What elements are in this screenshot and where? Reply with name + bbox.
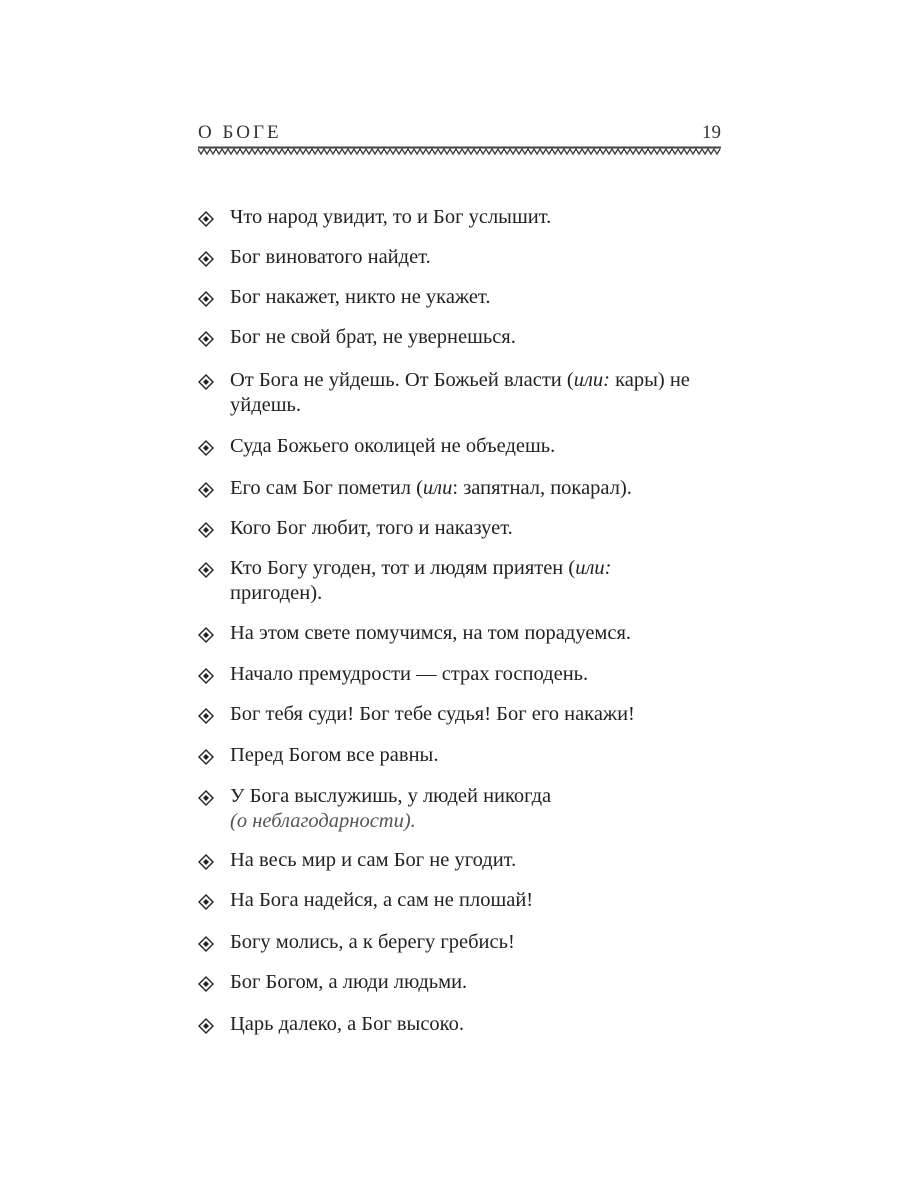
diamond-bullet-icon xyxy=(198,482,214,498)
proverb-text: На весь мир и сам Бог не угодит. xyxy=(230,849,517,871)
proverb-text: У Бога выслужишь, у людей никогда (о неблагодарности). xyxy=(230,785,552,832)
proverb-text: Его сам Бог пометил (или: запятнал, покарал). xyxy=(230,477,632,499)
page-number: 19 xyxy=(702,122,721,143)
proverb-text: Царь далеко, а Бог высоко. xyxy=(230,1013,464,1035)
proverb-text: Начало премудрости — страх господень. xyxy=(230,663,589,685)
variant-note: или: xyxy=(575,557,612,579)
chapter-title: О БОГЕ xyxy=(198,122,282,143)
diamond-bullet-icon xyxy=(198,211,214,227)
diamond-bullet-icon xyxy=(198,790,214,806)
diamond-bullet-icon xyxy=(198,708,214,724)
usage-note: (о неблагодарности). xyxy=(230,810,416,832)
diamond-bullet-icon xyxy=(198,976,214,992)
proverb-text: На этом свете помучимся, на том порадуемся. xyxy=(230,622,632,644)
proverb-text: На Бога надейся, а сам не плошай! xyxy=(230,889,534,911)
proverb-text: Бог виноватого найдет. xyxy=(230,246,431,268)
proverb-text: Бог Богом, а люди людьми. xyxy=(230,971,468,993)
proverb-text: От Бога не уйдешь. От Божьей власти (или: кары) не уйдешь. xyxy=(230,369,690,416)
diamond-bullet-icon xyxy=(198,627,214,643)
proverb-text: Кто Богу угоден, тот и людям приятен (или: пригоден). xyxy=(230,557,612,604)
proverb-text: Богу молись, а к берегу гребись! xyxy=(230,931,515,953)
diamond-bullet-icon xyxy=(198,854,214,870)
proverb-text: Бог тебя суди! Бог тебе судья! Бог его накажи! xyxy=(230,703,635,725)
diamond-bullet-icon xyxy=(198,331,214,347)
proverb-text: Суда Божьего околицей не объедешь. xyxy=(230,435,556,457)
variant-note: или xyxy=(422,477,453,499)
diamond-bullet-icon xyxy=(198,936,214,952)
proverb-text: Бог накажет, никто не укажет. xyxy=(230,286,491,308)
diamond-bullet-icon xyxy=(198,1018,214,1034)
diamond-bullet-icon xyxy=(198,749,214,765)
diamond-bullet-icon xyxy=(198,440,214,456)
diamond-bullet-icon xyxy=(198,562,214,578)
proverb-text: Бог не свой брат, не увернешься. xyxy=(230,326,516,348)
variant-note: или: xyxy=(573,369,610,391)
diamond-bullet-icon xyxy=(198,522,214,538)
header-ornament-border xyxy=(198,146,721,156)
diamond-bullet-icon xyxy=(198,894,214,910)
proverb-text: Что народ увидит, то и Бог услышит. xyxy=(230,206,552,228)
diamond-bullet-icon xyxy=(198,251,214,267)
running-header xyxy=(198,122,721,146)
diamond-bullet-icon xyxy=(198,291,214,307)
diamond-bullet-icon xyxy=(198,668,214,684)
proverb-text: Перед Богом все равны. xyxy=(230,744,439,766)
proverb-text: Кого Бог любит, того и наказует. xyxy=(230,517,513,539)
diamond-bullet-icon xyxy=(198,374,214,390)
